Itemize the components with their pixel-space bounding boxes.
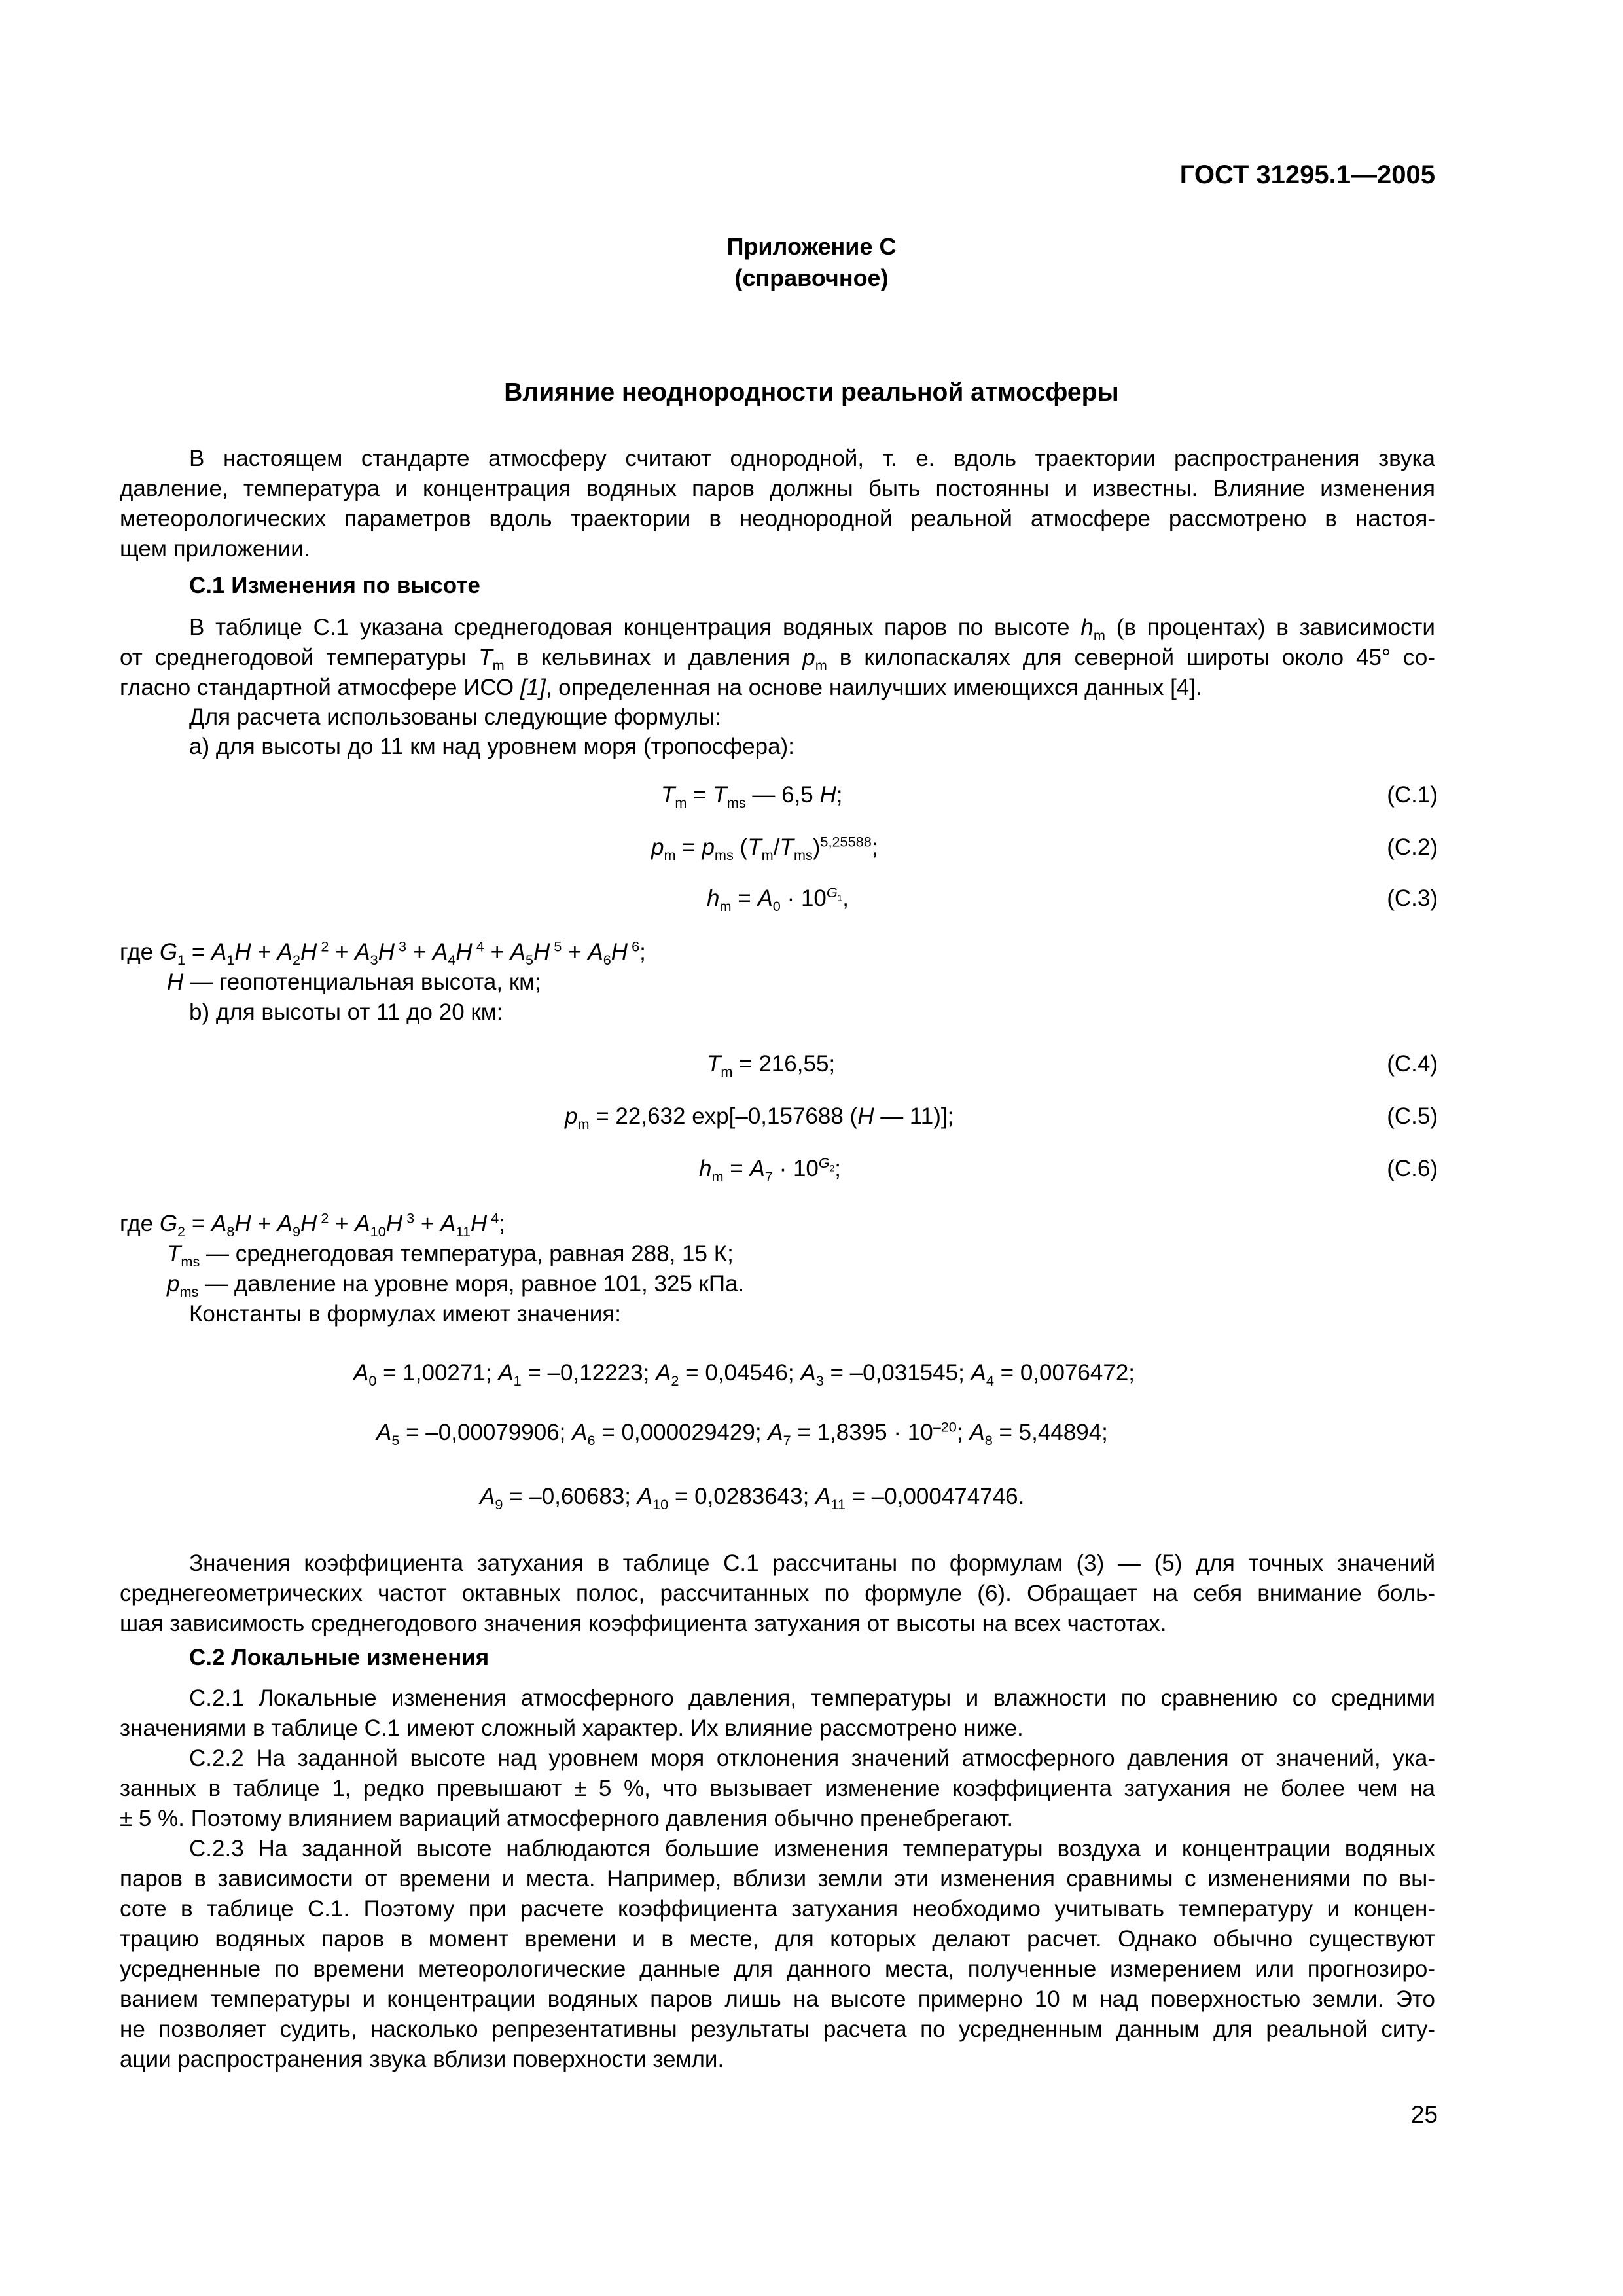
c2-3-line: усредненные по времени метеорологические данные для данного места, полученные измерением или прогнозиро- [120, 1956, 1435, 1982]
g1-definition: где $G_1 = A_1H + A_2H$ $^2 + A_3H$ $^3 + A_4H$ $^4 + A_5H$ $^5 + A_6H$ $^6$; [120, 938, 646, 968]
equation-c1: $T_m = T_{ms}$ — 6,5 H; [661, 782, 843, 811]
c1-line: от среднегодовой температуры $T_m$ в кельвинах и давления $p_m$ в килопаскалях для северной широты около 45° со- [120, 645, 1435, 673]
c2-3-line: соте в таблице С.1. Поэтому при расчете коэффициента затухания необходимо учитывать температуру и концен- [120, 1896, 1435, 1922]
intro-line: давление, температура и концентрация водяных паров должны быть постоянны и известны. Влияние изменения [120, 476, 1435, 501]
standard-code: ГОСТ 31295.1—2005 [1179, 160, 1435, 189]
h-definition: H — геопотенциальная высота, км; [167, 969, 541, 995]
constants-intro: Константы в формулах имеют значения: [189, 1301, 622, 1327]
c2-3-line: ванием температуры и концентрации водяных паров лишь на высоте примерно 10 м над поверхностью земли. Это [120, 1986, 1435, 2012]
equation-number: (С.2) [1387, 834, 1438, 860]
equation-number: (С.3) [1387, 886, 1438, 911]
c2-1-paragraph [120, 1683, 1435, 1744]
equation-c6: $h_m = A_7 \cdot 10^{G_2}$; [699, 1155, 841, 1185]
c1-closing-paragraph [120, 1549, 1435, 1639]
c2-2-line: ± 5 %. Поэтому влиянием вариаций атмосферного давления обычно пренебрегают. [120, 1806, 1014, 1831]
section-c1-heading: С.1 Изменения по высоте [189, 573, 480, 598]
c2-3-line: ации распространения звука вблизи поверхности земли. [120, 2047, 724, 2072]
c2-3-line: С.2.3 На заданной высоте наблюдаются большие изменения температуры воздуха и концентрации водяных [189, 1836, 1435, 1861]
case-a-label: a) для высоты до 11 км над уровнем моря (тропосфера): [189, 734, 794, 759]
intro-line: щем приложении. [120, 536, 310, 562]
c2-2-line: С.2.2 На заданной высоте над уровнем моря отклонения значений атмосферного давления от значений, ука- [189, 1746, 1435, 1771]
c2-3-line: паров в зависимости от времени и места. Например, вблизи земли эти изменения сравнимы с изменениями по вы- [120, 1866, 1435, 1892]
appendix-heading [0, 231, 1623, 294]
c2-3-line: не позволяет судить, насколько репрезентативны результаты расчета по усредненным данным для реальной ситу- [120, 2017, 1435, 2042]
c2-3-line: трацию водяных паров в момент времени и в месте, для которых делают расчет. Однако обычно существуют [120, 1926, 1435, 1952]
formulas-intro: Для расчета использованы следующие формулы: [189, 704, 722, 730]
c2-2-paragraph [120, 1744, 1435, 1834]
equation-number: (С.1) [1387, 782, 1438, 808]
appendix-label: Приложение С [726, 233, 897, 260]
page-number: 25 [1410, 2101, 1438, 2128]
c2-3-paragraph [120, 1834, 1435, 2075]
constants-line-1: $A_0 = 1,00271$; $A_1 = -0,12223$; $A_2 = 0,04546$; $A_3 = -0,031545$; $A_4 = 0,0076472$; [353, 1360, 1135, 1389]
equation-c4: $T_m = 216,55$; [707, 1051, 836, 1080]
equation-c5: $p_m = 22,632$ exp[–0,157688 (H — 11)]; [565, 1103, 954, 1132]
appendix-type: (справочное) [734, 264, 889, 291]
pms-definition: $p_{ms}$ — давление на уровне моря, равное 101, 325 кПа. [167, 1271, 745, 1300]
c1-line: гласно стандартной атмосфере ИСО [1], определенная на основе наилучших имеющихся данных [4]. [120, 675, 1202, 700]
tms-definition: $T_{ms}$ — среднегодовая температура, равная 288, 15 К; [167, 1241, 734, 1270]
appendix-title: Влияние неоднородности реальной атмосферы [504, 378, 1119, 406]
equation-c2: $p_m = p_{ms}$ $(T_m/T_{ms})^{5,25588}$; [651, 833, 878, 863]
constants-line-3: $A_9 = -0,60683$; $A_{10} = 0,0283643$; $A_{11} = -0,000474746$. [480, 1484, 1025, 1513]
equation-number: (С.5) [1387, 1103, 1438, 1129]
intro-line: В настоящем стандарте атмосферу считают однородной, т. е. вдоль траектории распространения звука [189, 446, 1435, 471]
g2-definition: где $G_2 = A_8H + A_9H$ $^2 + A_{10}H$ $^3 + A_{11}H$ $^4$; [120, 1210, 506, 1240]
closing-line: шая зависимость среднегодового значения коэффициента затухания от высоты на всех частотах. [120, 1611, 1167, 1636]
constants-line-2: $A_5 = -0,00079906$; $A_6 = 0,000029429$; $A_7 = 1,8395 \cdot 10^{-20}$; $A_8 = 5,44894$; [376, 1418, 1108, 1448]
c2-1-line: значениями в таблице С.1 имеют сложный характер. Их влияние рассмотрено ниже. [120, 1715, 1024, 1741]
equation-number: (С.6) [1387, 1156, 1438, 1181]
closing-line: среднегеометрических частот октавных полос, рассчитанных по формуле (6). Обращает на себя внимание боль- [120, 1581, 1435, 1606]
c2-2-line: занных в таблице 1, редко превышают ± 5 %, что вызывает изменение коэффициента затухания не более чем на [120, 1776, 1435, 1801]
equation-number: (С.4) [1387, 1051, 1438, 1077]
section-c2-heading: С.2 Локальные изменения [189, 1645, 490, 1670]
c1-paragraph [120, 613, 1435, 703]
c2-1-line: С.2.1 Локальные изменения атмосферного давления, температуры и влажности по сравнению со средними [189, 1685, 1435, 1711]
intro-paragraph [120, 444, 1435, 564]
equation-c3: $h_m = A_0 \cdot 10^{G_1}$, [707, 884, 849, 914]
closing-line: Значения коэффициента затухания в таблице С.1 рассчитаны по формулам (3) — (5) для точных значений [189, 1551, 1435, 1576]
intro-line: метеорологических параметров вдоль траектории в неоднородной реальной атмосфере рассмотрено в настоя- [120, 506, 1435, 531]
case-b-label: b) для высоты от 11 до 20 км: [189, 999, 503, 1025]
c1-line: В таблице С.1 указана среднегодовая концентрация водяных паров по высоте $h_m$ (в процентах) в зависимости [189, 615, 1435, 643]
